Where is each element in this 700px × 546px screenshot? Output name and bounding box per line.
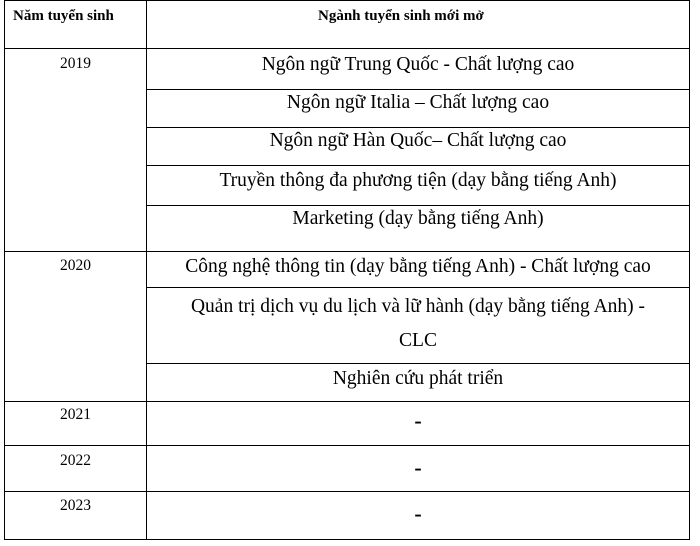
admissions-table [4,0,690,540]
row-divider [146,127,689,128]
major-item: Truyền thông đa phương tiện (dạy bằng tiếng Anh) [219,170,617,191]
major-item: Nghiên cứu phát triển [332,368,504,389]
row-divider [146,89,689,90]
major-item: Marketing (dạy bằng tiếng Anh) [292,208,544,229]
year-divider [5,491,689,492]
row-divider [146,205,689,206]
year-2021: 2021 [60,406,91,423]
year-2022: 2022 [60,452,91,469]
year-2020: 2020 [60,257,91,274]
major-item-continued: CLC [399,330,437,351]
row-divider [146,165,689,166]
year-2019: 2019 [60,55,91,72]
major-item: Công nghệ thông tin (dạy bằng tiếng Anh) - Chất lượng cao [185,256,651,277]
header-divider [5,48,689,49]
major-item: Ngôn ngữ Hàn Quốc– Chất lượng cao [269,130,567,151]
empty-dash: - [414,455,422,480]
year-divider [5,401,689,402]
major-item: Quản trị dịch vụ du lịch và lữ hành (dạy bằng tiếng Anh) - [190,296,646,317]
row-divider [146,287,689,288]
row-divider [146,363,689,364]
header-year: Năm tuyển sinh [13,8,114,24]
year-divider [5,445,689,446]
empty-dash: - [414,501,422,526]
year-divider [5,251,689,252]
header-majors: Ngành tuyển sinh mới mở [318,8,484,24]
major-item: Ngôn ngữ Trung Quốc - Chất lượng cao [261,54,575,75]
year-2023: 2023 [60,497,91,514]
empty-dash: - [414,408,422,433]
major-item: Ngôn ngữ Italia – Chất lượng cao [286,92,550,113]
